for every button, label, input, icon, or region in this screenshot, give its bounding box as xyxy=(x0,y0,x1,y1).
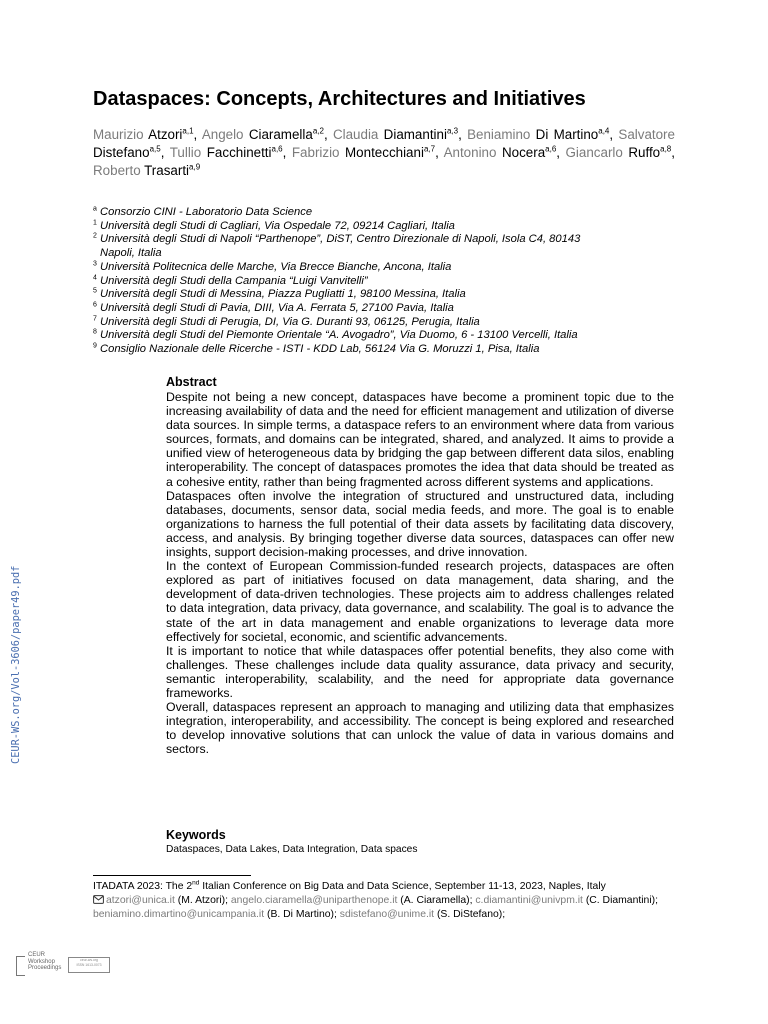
affiliation-text: Università degli Studi di Cagliari, Via Ospedale 72, 09214 Cagliari, Italia xyxy=(100,219,455,232)
abstract-body xyxy=(166,390,674,756)
footnote xyxy=(93,880,683,921)
keywords-section xyxy=(166,827,674,856)
author-first-name: Giancarlo xyxy=(565,145,629,160)
author-first-name: Angelo xyxy=(201,127,249,142)
affiliation-sup: 7 xyxy=(93,314,97,322)
author-first-name: Antonino xyxy=(443,145,502,160)
abstract-paragraph: Overall, dataspaces represent an approach to managing and utilizing data that emphasizes integration, interoperability, and accessibility. The concept is being explored and researched to develop innovative solutions that can unlock the value of data in various domains and sectors. xyxy=(166,700,674,757)
author-affiliation-sup: a,1 xyxy=(182,126,194,136)
abstract-paragraph: It is important to notice that while dataspaces offer potential benefits, they also come with challenges. These challenges include data quality assurance, data privacy and security, semantic interoperability, scalability, and the need for appropriate data governance frameworks. xyxy=(166,643,674,700)
author-last-name: Montecchiani xyxy=(345,145,424,160)
affiliation-text: Università degli Studi di Perugia, DI, Via G. Duranti 93, 06125, Perugia, Italia xyxy=(100,315,480,328)
affiliation-continuation: Napoli, Italia xyxy=(100,247,162,260)
affiliation-text: Università degli Studi del Piemonte Orientale “A. Avogadro”, Via Duomo, 6 - 13100 Vercelli, Italia xyxy=(100,329,578,342)
author-affiliation-sup: a,4 xyxy=(598,126,610,136)
affiliation-item xyxy=(93,261,693,275)
conference-note-rest: Italian Conference on Big Data and Data Science, September 11-13, 2023, Naples, Italy xyxy=(199,881,606,892)
affiliation-item xyxy=(93,233,693,247)
author-first-name: Claudia xyxy=(332,127,384,142)
ceur-url-link[interactable]: CEUR-WS.org/Vol-3606/paper49.pdf xyxy=(10,565,22,764)
contact-email-link[interactable]: c.diamantini@univpm.it xyxy=(475,894,583,906)
affiliation-text: Consiglio Nazionale delle Ricerche - ISTI - KDD Lab, 56124 Via G. Moruzzi 1, Pisa, Italia xyxy=(100,343,540,356)
abstract-paragraph: Despite not being a new concept, dataspaces have become a prominent topic due to the increasing availability of data and the need for efficient management and utilization of diverse data sources. In simple terms, a dataspace refers to an environment where data from various sources, formats, and domains can be integrated, shared, and analyzed. It aims to provide a unified view of heterogeneous data by bridging the gap between different data silos, enabling interoperability. The concept of dataspaces promotes the idea that data should be treated as a cohesive entity, rather than being fragmented across different systems and applications. xyxy=(166,390,674,489)
affiliation-sup: 3 xyxy=(93,260,97,268)
contact-name: (B. Di Martino); xyxy=(264,908,340,920)
ceur-logo-line: CEUR xyxy=(28,952,46,958)
ceur-logo-line: Proceedings xyxy=(28,965,62,972)
author-last-name: Distefano xyxy=(93,145,150,160)
affiliation-text: Università Politecnica delle Marche, Via Brecce Bianche, Ancona, Italia xyxy=(100,260,452,273)
author-affiliation-sup: a,8 xyxy=(660,144,672,154)
author-name xyxy=(467,127,609,142)
affiliation-item xyxy=(93,206,693,220)
contact-email-link[interactable]: atzori@unica.it xyxy=(106,894,175,906)
contact-emails xyxy=(93,894,683,922)
author-last-name: Di Martino xyxy=(535,127,599,142)
author-first-name: Maurizio xyxy=(93,127,149,142)
affiliation-sup: 6 xyxy=(93,301,97,309)
author-affiliation-sup: a,6 xyxy=(271,144,283,154)
ceur-issn-line: ISSN 1613-0073 xyxy=(76,962,102,967)
author-last-name: Trasarti xyxy=(144,163,190,178)
author-name xyxy=(202,127,324,142)
affiliation-sup: 9 xyxy=(93,342,97,350)
abstract-paragraph: Dataspaces often involve the integration of structured and unstructured data, including databases, documents, sensor data, social media feeds, and more. The goal is to enable organizations to harness the full potential of their data assets by facilitating data discovery, access, and analysis. By bringing together diverse data sources, dataspaces can offer new insights, support decision-making processes, and drive innovation. xyxy=(166,488,674,560)
envelope-icon xyxy=(93,895,104,904)
author-last-name: Atzori xyxy=(148,127,183,142)
affiliation-sup: 8 xyxy=(93,328,97,336)
ceur-issn-box xyxy=(68,957,110,973)
affiliation-text: Consorzio CINI - Laboratorio Data Science xyxy=(100,206,313,218)
author-first-name: Roberto xyxy=(93,163,145,178)
footnote-rule xyxy=(93,875,251,876)
affiliation-text: Università degli Studi della Campania “Luigi Vanvitelli” xyxy=(100,274,368,287)
affiliation-sup: a xyxy=(93,205,97,213)
affiliation-item xyxy=(93,302,693,316)
author-list: Maurizio Atzori$^{a,1}$, Angelo Ciaramella$^{a,2}$, Claudia Diamantini$^{a,3}$, Beniamino Di Martino$^{a,4}$, Salvatore Distefano$^{a,5}$, Tullio Facchinetti$^{a,6}$, Fabrizio Montecchiani$^{a,7}$, Antonino Nocera$^{a,6}$, Giancarlo Ruffo$^{a,8}$, Roberto Trasarti$^{a,9}$ xyxy=(93,126,675,178)
affiliation-text: Università degli Studi di Messina, Piazza Pugliatti 1, 98100 Messina, Italia xyxy=(100,288,466,301)
author-first-name: Fabrizio xyxy=(291,145,346,160)
author-last-name: Nocera xyxy=(501,145,546,160)
ceur-issn-line: ceur-ws.org xyxy=(80,958,98,962)
affiliation-text: Università degli Studi di Pavia, DIII, Via A. Ferrata 5, 27100 Pavia, Italia xyxy=(100,301,454,314)
author-affiliation-sup: a,9 xyxy=(189,162,201,172)
author-last-name: Ciaramella xyxy=(248,127,313,142)
ceur-logo xyxy=(16,952,108,974)
author-first-name: Beniamino xyxy=(467,127,536,142)
affiliation-sup: 1 xyxy=(93,218,97,226)
contact-name: (C. Diamantini); xyxy=(582,894,658,906)
author-name xyxy=(170,145,283,160)
author-name xyxy=(566,145,672,160)
author-name xyxy=(444,145,557,160)
abstract-section xyxy=(166,374,674,756)
affiliation-text: Università degli Studi di Napoli “Parthenope”, DiST, Centro Direzionale di Napoli, Isola C4, 80143 xyxy=(100,233,581,246)
author-name xyxy=(333,127,458,142)
affiliation-item xyxy=(93,329,693,343)
contact-name: (A. Ciaramella); xyxy=(397,894,476,906)
keywords-heading: Keywords xyxy=(166,828,226,842)
conference-note xyxy=(93,880,683,894)
affiliation-item xyxy=(93,275,693,289)
author-affiliation-sup: a,5 xyxy=(149,144,161,154)
ceur-logo-bracket xyxy=(16,956,25,976)
conference-note-sup: nd xyxy=(192,879,200,887)
affiliation-sup: 2 xyxy=(93,232,97,240)
affiliation-sup: 4 xyxy=(93,273,97,281)
author-name xyxy=(93,163,200,178)
contact-email-link[interactable]: angelo.ciaramella@uniparthenope.it xyxy=(230,894,398,906)
contact-email-link[interactable]: beniamino.dimartino@unicampania.it xyxy=(93,908,265,920)
affiliation-item xyxy=(93,343,693,357)
affiliation-item xyxy=(93,316,693,330)
abstract-heading: Abstract xyxy=(166,375,217,389)
author-first-name: Salvatore xyxy=(618,127,675,142)
affiliation-sup: 5 xyxy=(93,287,97,295)
keywords-text: Dataspaces, Data Lakes, Data Integration, Data spaces xyxy=(166,844,418,855)
author-last-name: Ruffo xyxy=(628,145,661,160)
author-affiliation-sup: a,3 xyxy=(446,126,459,136)
author-first-name: Tullio xyxy=(169,145,207,160)
ceur-logo-text xyxy=(28,952,61,972)
contact-name: (S. DiStefano); xyxy=(434,908,506,920)
author-name xyxy=(292,145,435,160)
contact-name: (M. Atzori); xyxy=(174,894,231,906)
affiliation-item xyxy=(93,288,693,302)
abstract-paragraph: In the context of European Commission-funded research projects, dataspaces are often explored as part of initiatives focused on data management, data sharing, and the development of data-driven technologies. These projects aim to address challenges related to data integration, data privacy, data governance, and scalability. The goal is to advance the state of the art in data management and enable organizations to leverage data more effectively for societal, economic, and scientific advancements. xyxy=(166,559,674,644)
affiliation-item xyxy=(93,220,693,234)
author-name xyxy=(93,127,194,142)
ceur-logo-line: Workshop xyxy=(28,958,55,965)
author-last-name: Facchinetti xyxy=(206,145,272,160)
author-affiliation-sup: a,6 xyxy=(545,144,557,154)
author-last-name: Diamantini xyxy=(383,127,447,142)
affiliation-list xyxy=(93,206,693,357)
author-affiliation-sup: a,7 xyxy=(423,144,436,154)
contact-email-link[interactable]: sdistefano@unime.it xyxy=(339,908,435,920)
page-title: Dataspaces: Concepts, Architectures and Initiatives xyxy=(93,88,586,110)
conference-note-text: ITADATA 2023: The 2 xyxy=(93,881,193,892)
author-affiliation-sup: a,2 xyxy=(312,126,324,136)
